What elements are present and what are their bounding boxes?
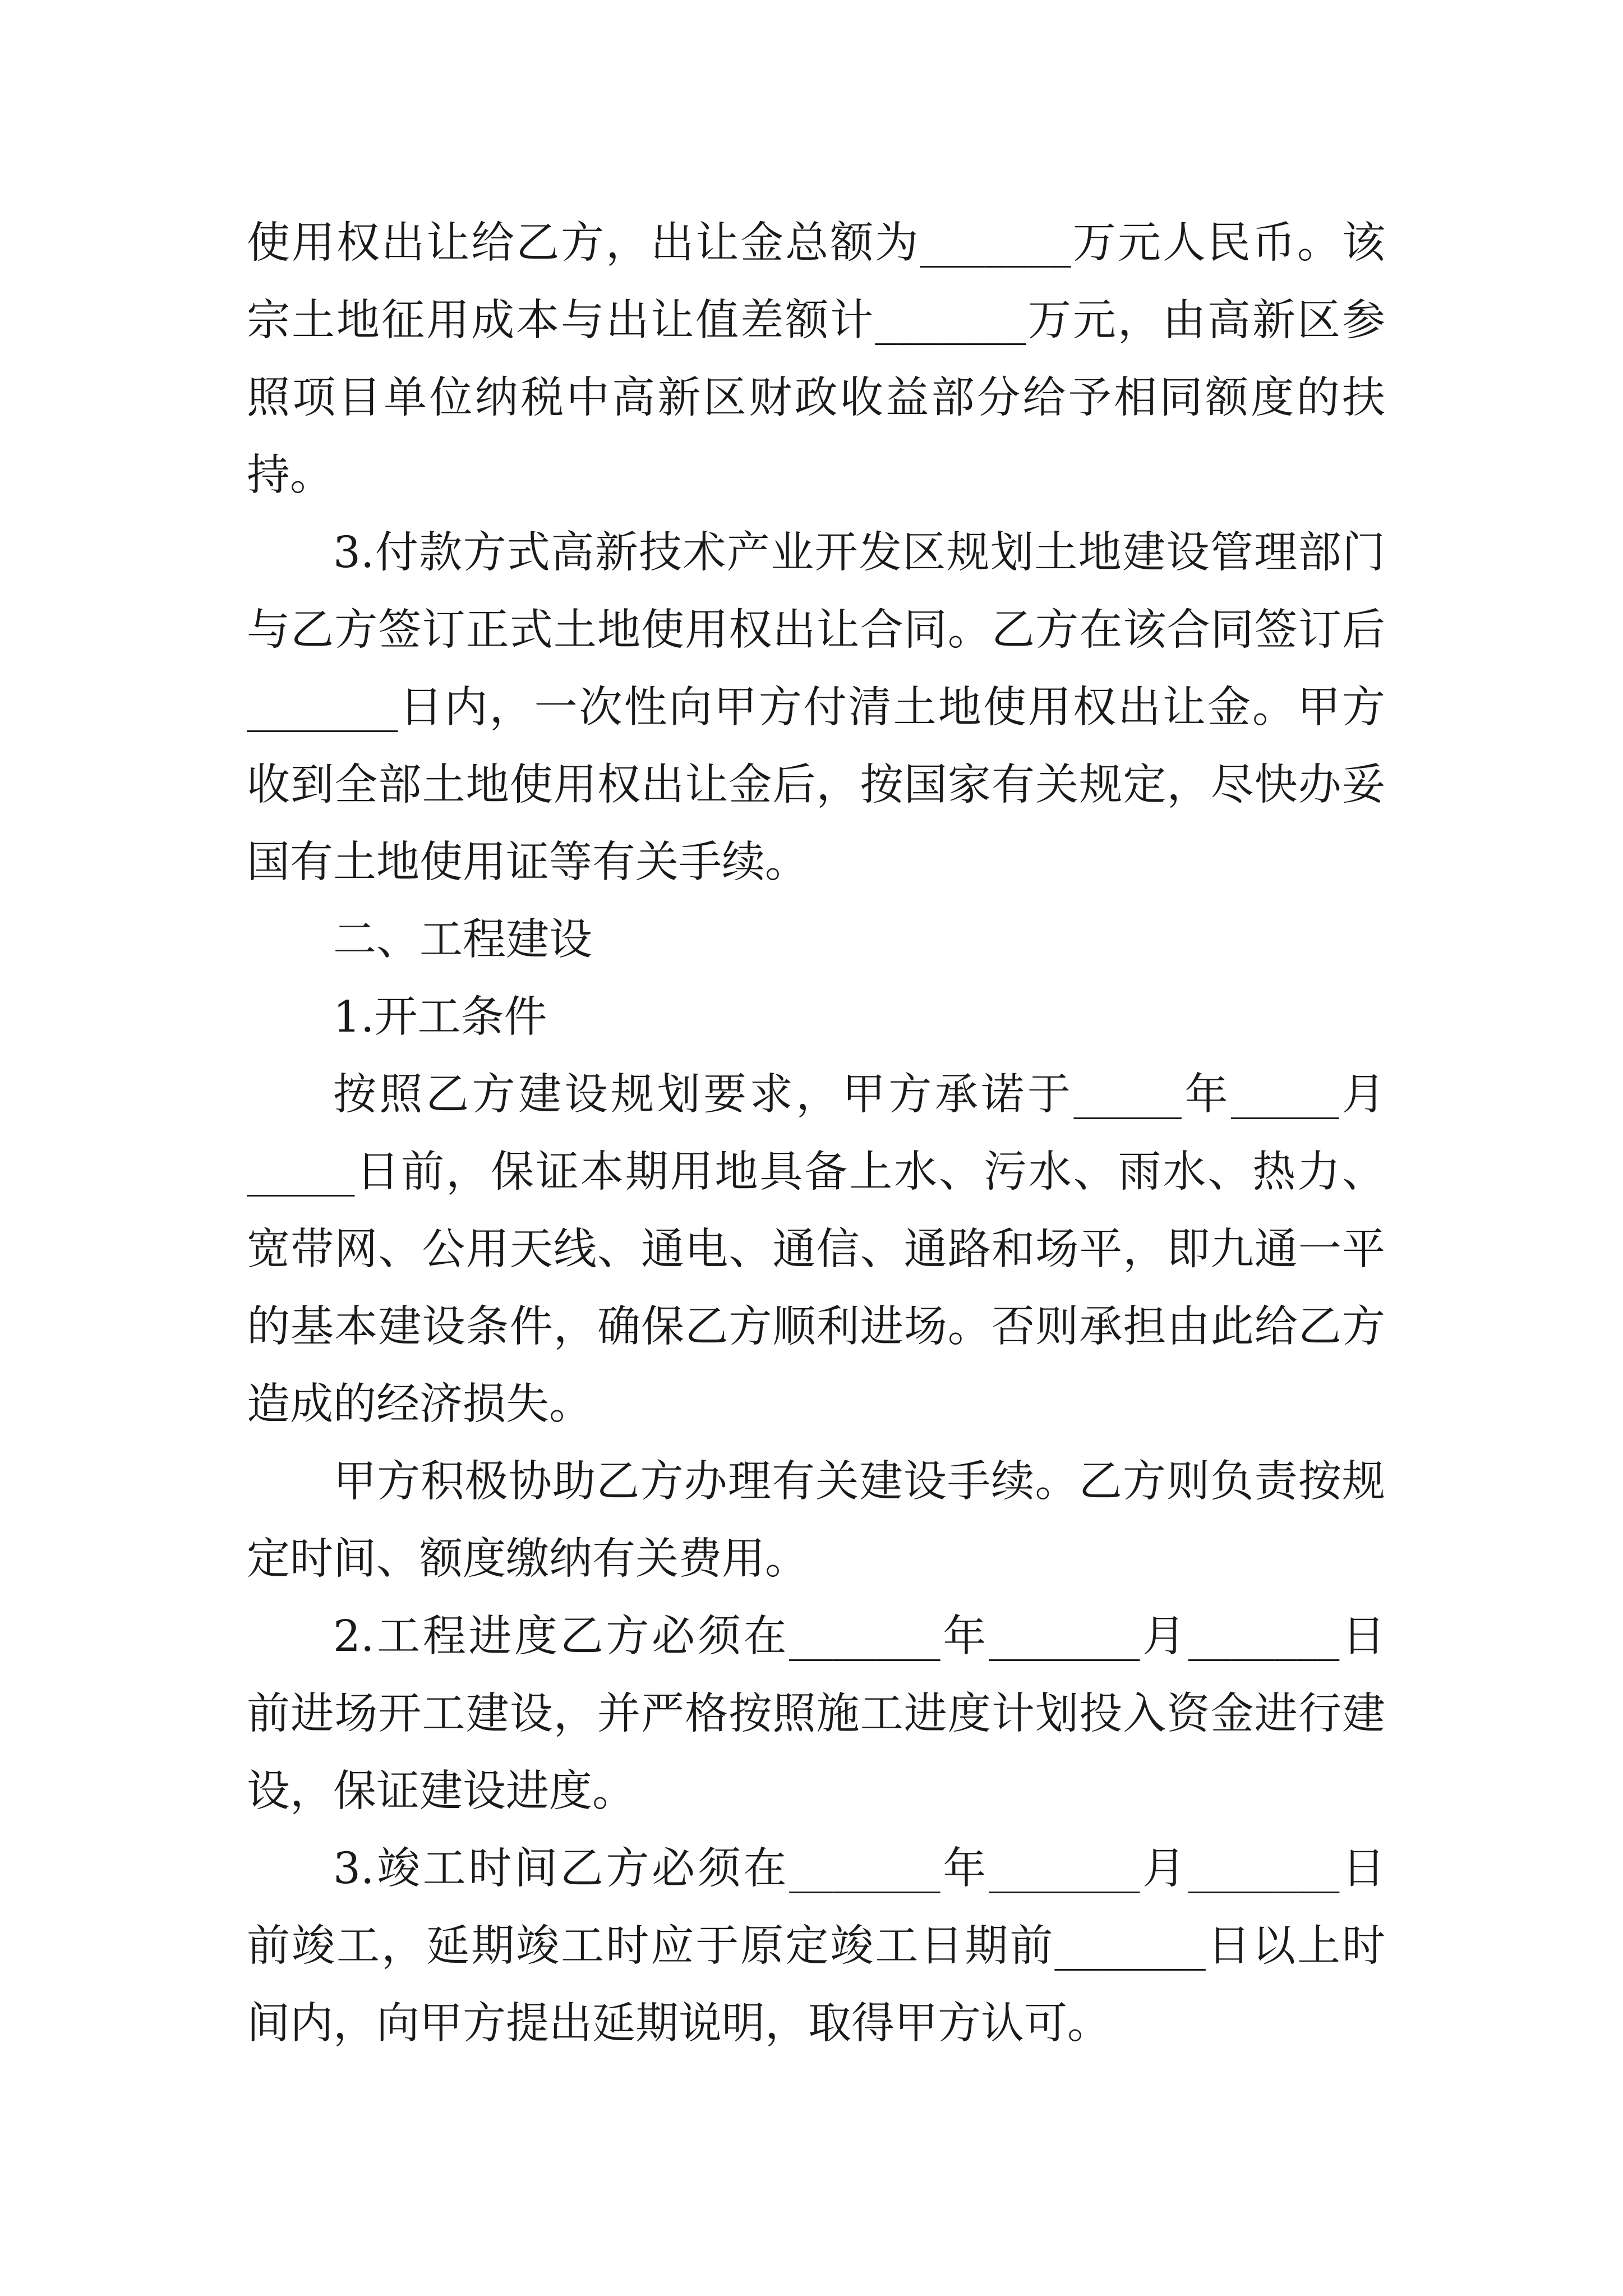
- subheading-start-conditions: 1.开工条件: [333, 992, 547, 1042]
- paragraph-payment-method: 3.付款方式高新技术产业开发区规划土地建设管理部门与乙方签订正式土地使用权出让合同。乙方在该合同签订后_______日内，一次性向甲方付清土地使用权出让金。甲方收到全部土地使用权出让金后，按国家有关规定，尽快办妥国有土地使用证等有关手续。: [247, 528, 1385, 887]
- paragraph-assistance: 甲方积极协助乙方办理有关建设手续。乙方则负责按规定时间、额度缴纳有关费用。: [247, 1457, 1385, 1584]
- paragraph-site-conditions: 按照乙方建设规划要求，甲方承诺于_____年_____月_____日前，保证本期用地具备上水、污水、雨水、热力、宽带网、公用天线、通电、通信、通路和场平，即九通一平的基本建设条件，确保乙方顺利进场。否则承担由此给乙方造成的经济损失。: [247, 1070, 1385, 1429]
- paragraph-completion: 3.竣工时间乙方必须在_______年_______月_______日前竣工，延期竣工时应于原定竣工日期前_______日以上时间内，向甲方提出延期说明，取得甲方认可。: [247, 1844, 1385, 2049]
- paragraph-land-transfer-fee: 使用权出让给乙方，出让金总额为_______万元人民币。该宗土地征用成本与出让值差额计_______万元，由高新区参照项目单位纳税中高新区财政收益部分给予相同额度的扶持。: [247, 218, 1385, 500]
- section-heading-construction: 二、工程建设: [333, 915, 592, 965]
- paragraph-progress: 2.工程进度乙方必须在_______年_______月_______日前进场开工建设，并严格按照施工进度计划投入资金进行建设，保证建设进度。: [247, 1612, 1385, 1816]
- document-body: [247, 205, 1385, 2063]
